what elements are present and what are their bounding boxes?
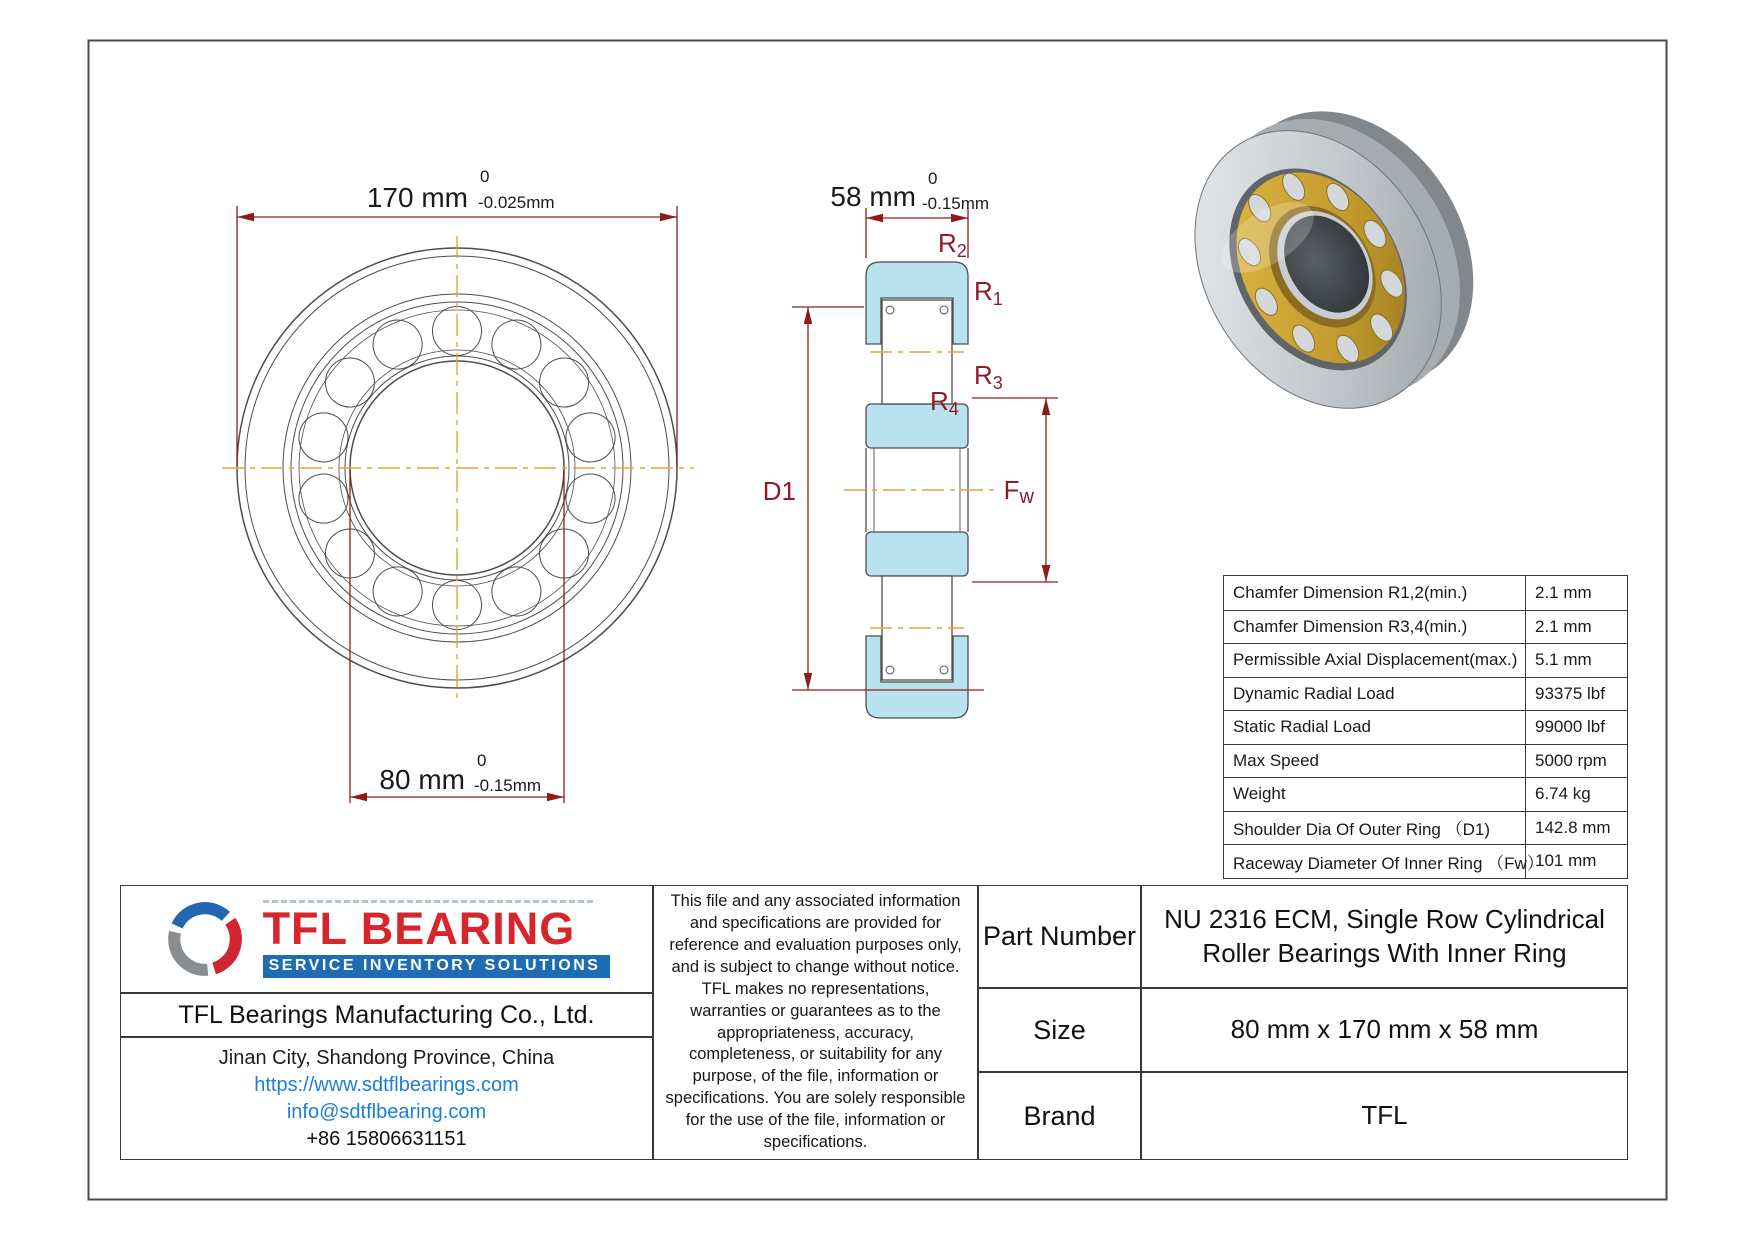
disclaimer-cell (653, 885, 978, 1160)
table-row (1224, 777, 1627, 811)
part-number-label: Part Number (982, 921, 1137, 951)
spec-label: Weight (1224, 778, 1526, 811)
brand-label-cell (978, 1072, 1141, 1160)
spec-value: 5.1 mm (1535, 650, 1592, 670)
part-number-value-cell (1141, 885, 1628, 988)
part-number-label-cell (978, 885, 1141, 988)
bearing-cross-section (844, 262, 996, 718)
spec-label: Shoulder Dia Of Outer Ring （D1) (1224, 812, 1526, 845)
table-row (1224, 811, 1627, 845)
dim-od-tol-top: 0 (480, 167, 490, 186)
brand-value-cell (1141, 1072, 1628, 1160)
label-r4: R4 (930, 386, 959, 419)
dim-od-value: 170 mm (366, 182, 468, 213)
inner-ring-section-bottom (866, 532, 968, 576)
company-phone: +86 15806631151 (306, 1127, 467, 1150)
logo-cell (120, 885, 653, 993)
size-label-cell (978, 988, 1141, 1072)
brand-value: TFL (1361, 1100, 1408, 1131)
spec-value: 6.74 kg (1535, 784, 1591, 804)
label-d1: D1 (762, 476, 796, 506)
label-r2: R2 (938, 228, 967, 261)
spec-value: 5000 rpm (1535, 750, 1607, 770)
spec-label: Chamfer Dimension R1,2(min.) (1224, 576, 1526, 610)
spec-label: Permissible Axial Displacement(max.) (1224, 644, 1526, 677)
label-r1: R1 (974, 276, 1003, 309)
table-row (1224, 744, 1627, 778)
address-cell (120, 1037, 653, 1160)
part-number-value: NU 2316 ECM, Single Row Cylindrical Roller Bearings With Inner Ring (1164, 903, 1605, 968)
spec-value: 142.8 mm (1535, 817, 1611, 837)
dim-width-tol-bottom: -0.15mm (922, 194, 990, 213)
company-name: TFL Bearings Manufacturing Co., Ltd. (178, 1000, 595, 1029)
company-email-link[interactable]: info@sdtflbearing.com (286, 1100, 487, 1123)
table-row (1224, 576, 1627, 610)
brand-label: Brand (1023, 1100, 1096, 1131)
spec-label: Chamfer Dimension R3,4(min.) (1224, 611, 1526, 644)
company-name-cell (120, 993, 653, 1037)
table-row (1224, 643, 1627, 677)
label-r3: R3 (974, 360, 1003, 393)
disclaimer-text: This file and any associated information and specifications are provided for reference and evaluation purposes only, and is subject to change without notice. TFL makes no representations, warranties or guarantees as to the appropriateness, accuracy, completeness, or suitability for any purpose, of the file, information or specifications. You are solely responsible for the use of the file, information or specifications. (665, 891, 966, 1152)
spec-value: 99000 lbf (1535, 717, 1605, 737)
brand-tagline: SERVICE INVENTORY SOLUTIONS (263, 955, 611, 978)
table-row (1224, 844, 1627, 878)
spec-value: 2.1 mm (1535, 582, 1592, 602)
tfl-logo-icon (163, 897, 247, 981)
table-row (1224, 610, 1627, 644)
size-value: 80 mm x 170 mm x 58 mm (1230, 1014, 1539, 1045)
table-row (1224, 677, 1627, 711)
dim-bore-value: 80 mm (379, 764, 465, 795)
spec-table (1223, 575, 1628, 879)
spec-value: 93375 lbf (1535, 683, 1605, 703)
table-row (1224, 710, 1627, 744)
dim-width-tol-top: 0 (928, 169, 938, 188)
spec-value: 101 mm (1535, 851, 1597, 871)
label-fw: Fw (1003, 475, 1034, 508)
bearing-front-view (222, 236, 694, 702)
bearing-3d-image (1145, 64, 1524, 454)
size-value-cell (1141, 988, 1628, 1072)
spec-value: 2.1 mm (1535, 616, 1592, 636)
brand-logo-text: TFL BEARING (262, 903, 576, 955)
spec-label: Max Speed (1224, 745, 1526, 778)
dim-bore-tol-top: 0 (477, 751, 487, 770)
spec-label: Static Radial Load (1224, 711, 1526, 744)
company-website-link[interactable]: https://www.sdtflbearings.com (254, 1073, 519, 1096)
size-label: Size (1033, 1014, 1086, 1045)
dim-width-value: 58 mm (830, 181, 916, 212)
spec-label: Dynamic Radial Load (1224, 678, 1526, 711)
dim-od-tol-bottom: -0.025mm (478, 193, 555, 212)
spec-label: Raceway Diameter Of Inner Ring （Fw） (1224, 845, 1526, 878)
logo-decorative-line (263, 900, 593, 903)
company-address: Jinan City, Shandong Province, China (218, 1046, 555, 1069)
dimension-fw (972, 398, 1058, 582)
dim-bore-tol-bottom: -0.15mm (474, 776, 542, 795)
